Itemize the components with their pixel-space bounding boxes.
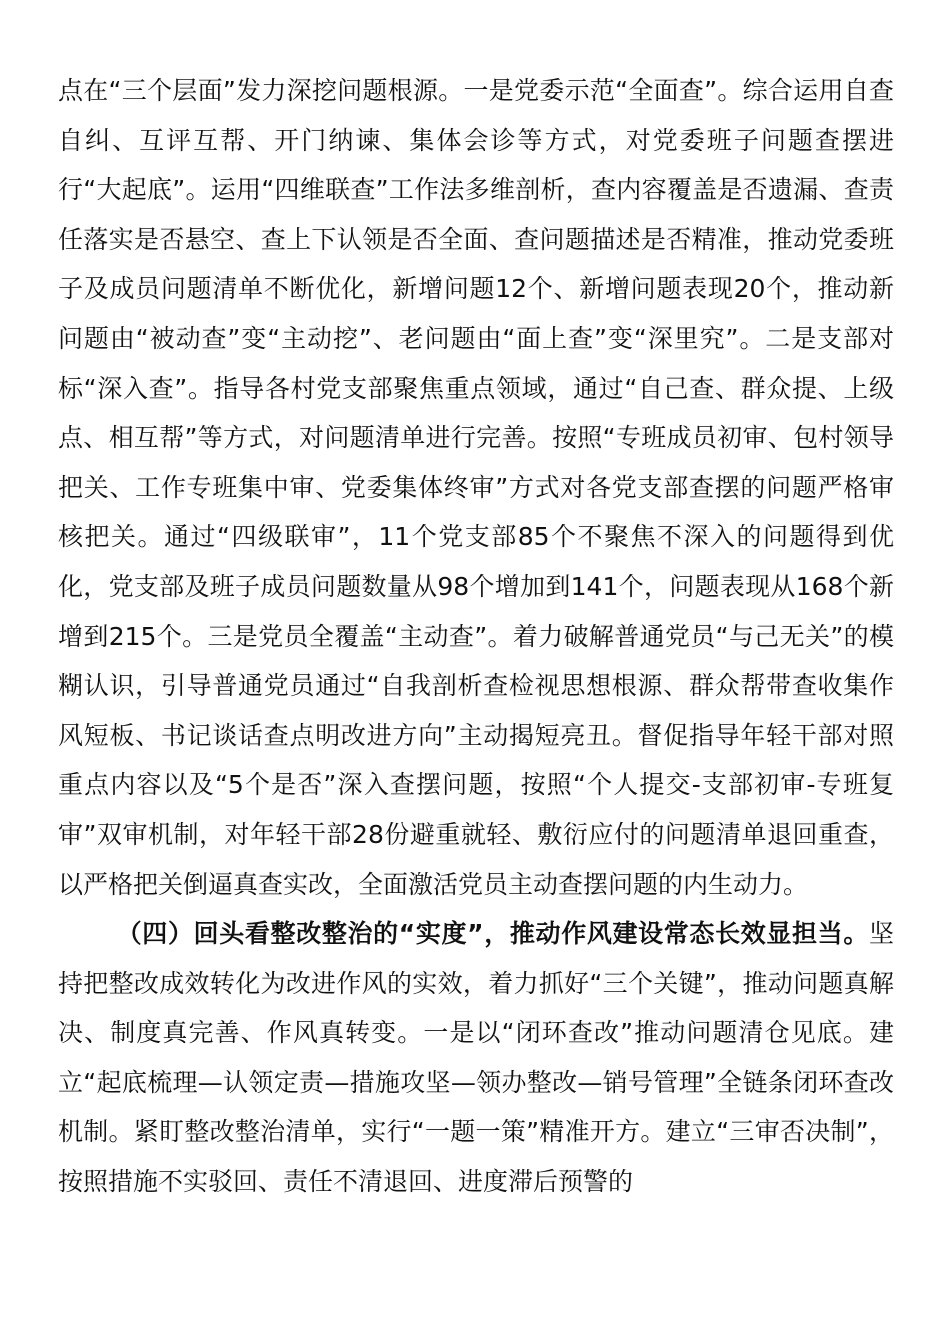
paragraph-2: 坚持把整改成效转化为改进作风的实效，着力抓好“三个关键”，推动问题真解决、制度真完善、作风真转变。一是以“闭环查改”推动问题清仓见底。建立“起底梳理—认领定责—措施攻坚—领办整改—销号管理”全链条闭环查改机制。紧盯整改整治清单，实行“一题一策”精准开方。建立“三审否决制”，按照措施不实驳回、责任不清退回、进度滞后预警的 [58,919,894,1197]
section-4-heading: （四）回头看整改整治的“实度”，推动作风建设常态长效显担当。 [116,919,869,949]
document-body [58,66,894,1207]
paragraph-1: 点在“三个层面”发力深挖问题根源。一是党委示范“全面查”。综合运用自查自纠、互评互帮、开门纳谏、集体会诊等方式，对党委班子问题查摆进行“大起底”。运用“四维联查”工作法多维剖析，查内容覆盖是否遗漏、查责任落实是否悬空、查上下认领是否全面、查问题描述是否精准，推动党委班子及成员问题清单不断优化，新增问题12个、新增问题表现20个，推动新问题由“被动查”变“主动挖”、老问题由“面上查”变“深里究”。二是支部对标“深入查”。指导各村党支部聚焦重点领域，通过“自己查、群众提、上级点、相互帮”等方式，对问题清单进行完善。按照“专班成员初审、包村领导把关、工作专班集中审、党委集体终审”方式对各党支部查摆的问题严格审核把关。通过“四级联审”，11个党支部85个不聚焦不深入的问题得到优化，党支部及班子成员问题数量从98个增加到141个，问题表现从168个新增到215个。三是党员全覆盖“主动查”。着力破解普通党员“与己无关”的模糊认识，引导普通党员通过“自我剖析查检视思想根源、群众帮带查收集作风短板、书记谈话查点明改进方向”主动揭短亮丑。督促指导年轻干部对照重点内容以及“5个是否”深入查摆问题，按照“个人提交-支部初审-专班复审”双审机制，对年轻干部28份避重就轻、敷衍应付的问题清单退回重查，以严格把关倒逼真查实改，全面激活党员主动查摆问题的内生动力。 [58,76,894,899]
section-4-paragraph [58,909,894,1207]
